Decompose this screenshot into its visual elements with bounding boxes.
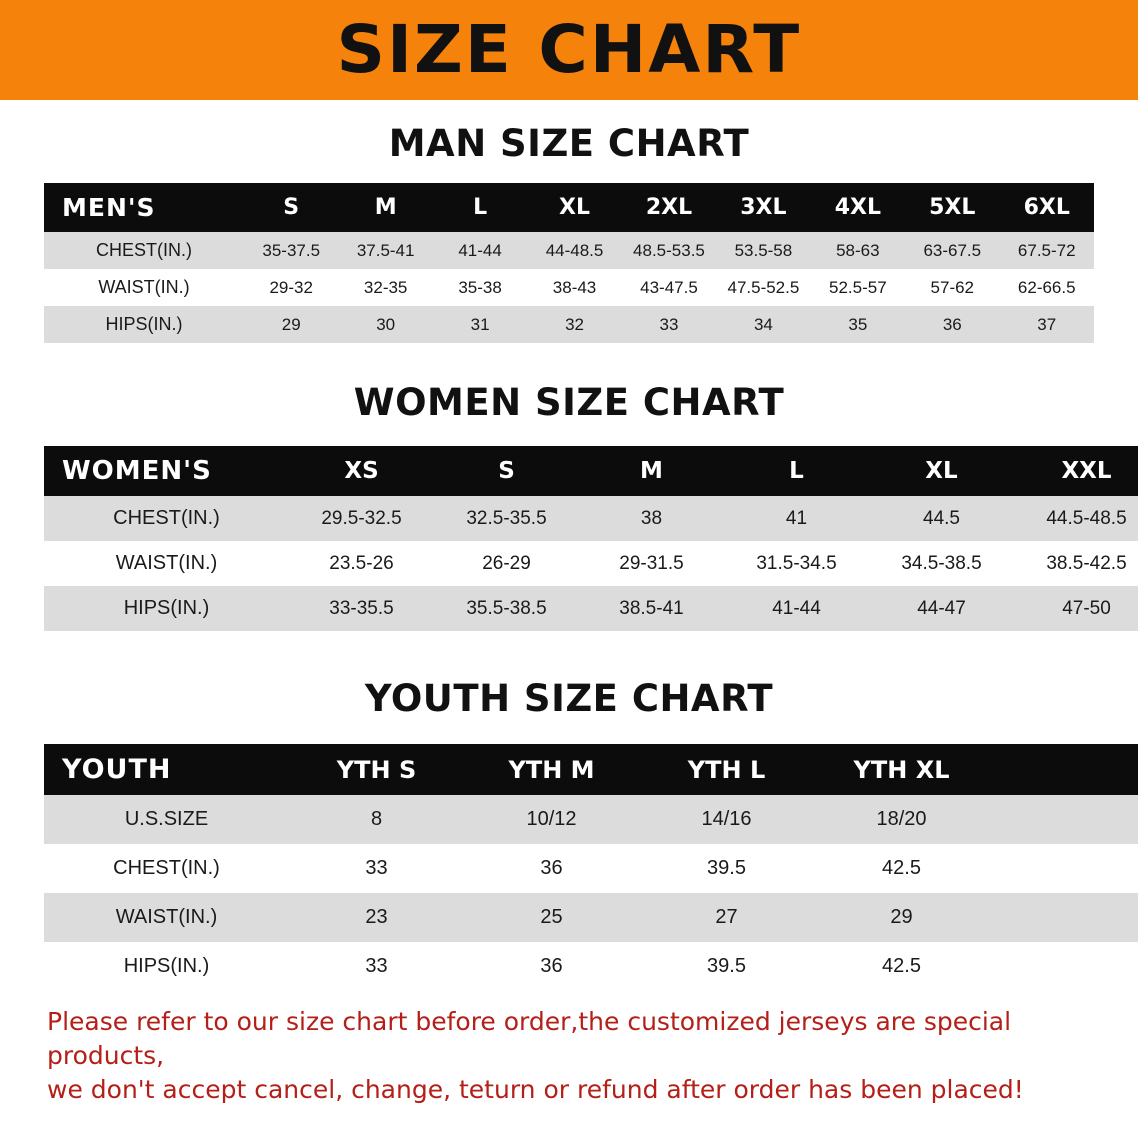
disclaimer-note — [39, 1005, 1099, 1106]
women-row-header: WOMEN'S — [44, 446, 289, 496]
cell: 35-37.5 — [244, 232, 338, 269]
cell: 42.5 — [814, 844, 989, 893]
table-row — [44, 232, 1094, 269]
cell: 33 — [622, 306, 716, 343]
cell: 47-50 — [1014, 586, 1138, 631]
women-section — [44, 381, 1127, 631]
cell: 39.5 — [639, 844, 814, 893]
row-label: CHEST(IN.) — [44, 844, 289, 893]
cell: 44.5 — [869, 496, 1014, 541]
cell: 33-35.5 — [289, 586, 434, 631]
column-header: S — [434, 446, 579, 496]
table-row — [44, 541, 1138, 586]
row-label: U.S.SIZE — [44, 795, 289, 844]
men-section — [44, 122, 1094, 343]
cell: 8 — [289, 795, 464, 844]
row-label: CHEST(IN.) — [44, 232, 244, 269]
cell: 53.5-58 — [716, 232, 810, 269]
cell: 37.5-41 — [338, 232, 432, 269]
cell: 32-35 — [338, 269, 432, 306]
row-label: WAIST(IN.) — [44, 541, 289, 586]
cell: 67.5-72 — [1000, 232, 1095, 269]
column-header: L — [433, 183, 527, 232]
women-size-table — [44, 446, 1138, 631]
table-row — [44, 306, 1094, 343]
cell: 41-44 — [433, 232, 527, 269]
column-header: 4XL — [811, 183, 905, 232]
page-banner — [0, 0, 1138, 100]
cell: 57-62 — [905, 269, 999, 306]
row-label: WAIST(IN.) — [44, 269, 244, 306]
table-header-row — [44, 183, 1094, 232]
cell: 18/20 — [814, 795, 989, 844]
cell: 39.5 — [639, 942, 814, 991]
table-header-row — [44, 446, 1138, 496]
cell: 10/12 — [464, 795, 639, 844]
column-header: 5XL — [905, 183, 999, 232]
cell: 38.5-41 — [579, 586, 724, 631]
cell: 44-48.5 — [527, 232, 621, 269]
cell: 38-43 — [527, 269, 621, 306]
column-header: M — [338, 183, 432, 232]
cell: 36 — [464, 942, 639, 991]
row-label: CHEST(IN.) — [44, 496, 289, 541]
cell: 26-29 — [434, 541, 579, 586]
cell: 31.5-34.5 — [724, 541, 869, 586]
cell: 48.5-53.5 — [622, 232, 716, 269]
cell: 29.5-32.5 — [289, 496, 434, 541]
table-row — [44, 942, 1138, 991]
table-row — [44, 586, 1138, 631]
cell: 23 — [289, 893, 464, 942]
column-header: S — [244, 183, 338, 232]
column-header: 2XL — [622, 183, 716, 232]
cell: 33 — [289, 844, 464, 893]
page-title: SIZE CHART — [336, 11, 802, 88]
row-label: HIPS(IN.) — [44, 942, 289, 991]
cell: 35.5-38.5 — [434, 586, 579, 631]
cell: 30 — [338, 306, 432, 343]
cell: 14/16 — [639, 795, 814, 844]
column-header: YTH XL — [814, 744, 989, 795]
row-label: HIPS(IN.) — [44, 586, 289, 631]
table-header-row — [44, 744, 1138, 795]
column-header: XS — [289, 446, 434, 496]
men-section-heading: MAN SIZE CHART — [388, 122, 750, 165]
cell: 44-47 — [869, 586, 1014, 631]
cell: 36 — [905, 306, 999, 343]
cell: 52.5-57 — [811, 269, 905, 306]
cell: 41-44 — [724, 586, 869, 631]
column-header: 6XL — [1000, 183, 1095, 232]
row-label: WAIST(IN.) — [44, 893, 289, 942]
column-header: XXL — [1014, 446, 1138, 496]
cell: 29-31.5 — [579, 541, 724, 586]
youth-section — [44, 677, 1094, 991]
cell: 41 — [724, 496, 869, 541]
cell: 29 — [244, 306, 338, 343]
cell: 23.5-26 — [289, 541, 434, 586]
cell: 42.5 — [814, 942, 989, 991]
column-header: YTH L — [639, 744, 814, 795]
cell: 34 — [716, 306, 810, 343]
cell: 38 — [579, 496, 724, 541]
youth-section-heading: YOUTH SIZE CHART — [364, 677, 774, 720]
cell: 44.5-48.5 — [1014, 496, 1138, 541]
cell: 32.5-35.5 — [434, 496, 579, 541]
column-header: 3XL — [716, 183, 810, 232]
table-row — [44, 844, 1138, 893]
column-header: M — [579, 446, 724, 496]
youth-row-header: YOUTH — [44, 744, 289, 795]
table-row — [44, 496, 1138, 541]
cell-spacer — [989, 795, 1138, 844]
cell: 27 — [639, 893, 814, 942]
cell: 63-67.5 — [905, 232, 999, 269]
cell: 47.5-52.5 — [716, 269, 810, 306]
cell: 31 — [433, 306, 527, 343]
cell: 34.5-38.5 — [869, 541, 1014, 586]
cell: 36 — [464, 844, 639, 893]
women-section-heading: WOMEN SIZE CHART — [353, 381, 785, 424]
cell: 33 — [289, 942, 464, 991]
cell: 25 — [464, 893, 639, 942]
column-header-spacer — [989, 744, 1138, 795]
table-row — [44, 795, 1138, 844]
disclaimer-line-2: we don't accept cancel, change, teturn or refund after order has been placed! — [47, 1074, 1024, 1104]
cell-spacer — [989, 844, 1138, 893]
men-size-table — [44, 183, 1094, 343]
column-header: YTH M — [464, 744, 639, 795]
column-header: YTH S — [289, 744, 464, 795]
column-header: L — [724, 446, 869, 496]
table-row — [44, 893, 1138, 942]
cell: 29-32 — [244, 269, 338, 306]
cell: 58-63 — [811, 232, 905, 269]
table-row — [44, 269, 1094, 306]
cell: 35-38 — [433, 269, 527, 306]
cell: 38.5-42.5 — [1014, 541, 1138, 586]
cell: 35 — [811, 306, 905, 343]
column-header: XL — [527, 183, 621, 232]
cell-spacer — [989, 893, 1138, 942]
men-row-header: MEN'S — [44, 183, 244, 232]
youth-size-table — [44, 744, 1138, 991]
column-header: XL — [869, 446, 1014, 496]
disclaimer-line-1: Please refer to our size chart before order,the customized jerseys are special products, — [47, 1007, 1012, 1070]
cell: 43-47.5 — [622, 269, 716, 306]
cell-spacer — [989, 942, 1138, 991]
cell: 62-66.5 — [1000, 269, 1095, 306]
cell: 37 — [1000, 306, 1095, 343]
cell: 29 — [814, 893, 989, 942]
cell: 32 — [527, 306, 621, 343]
row-label: HIPS(IN.) — [44, 306, 244, 343]
